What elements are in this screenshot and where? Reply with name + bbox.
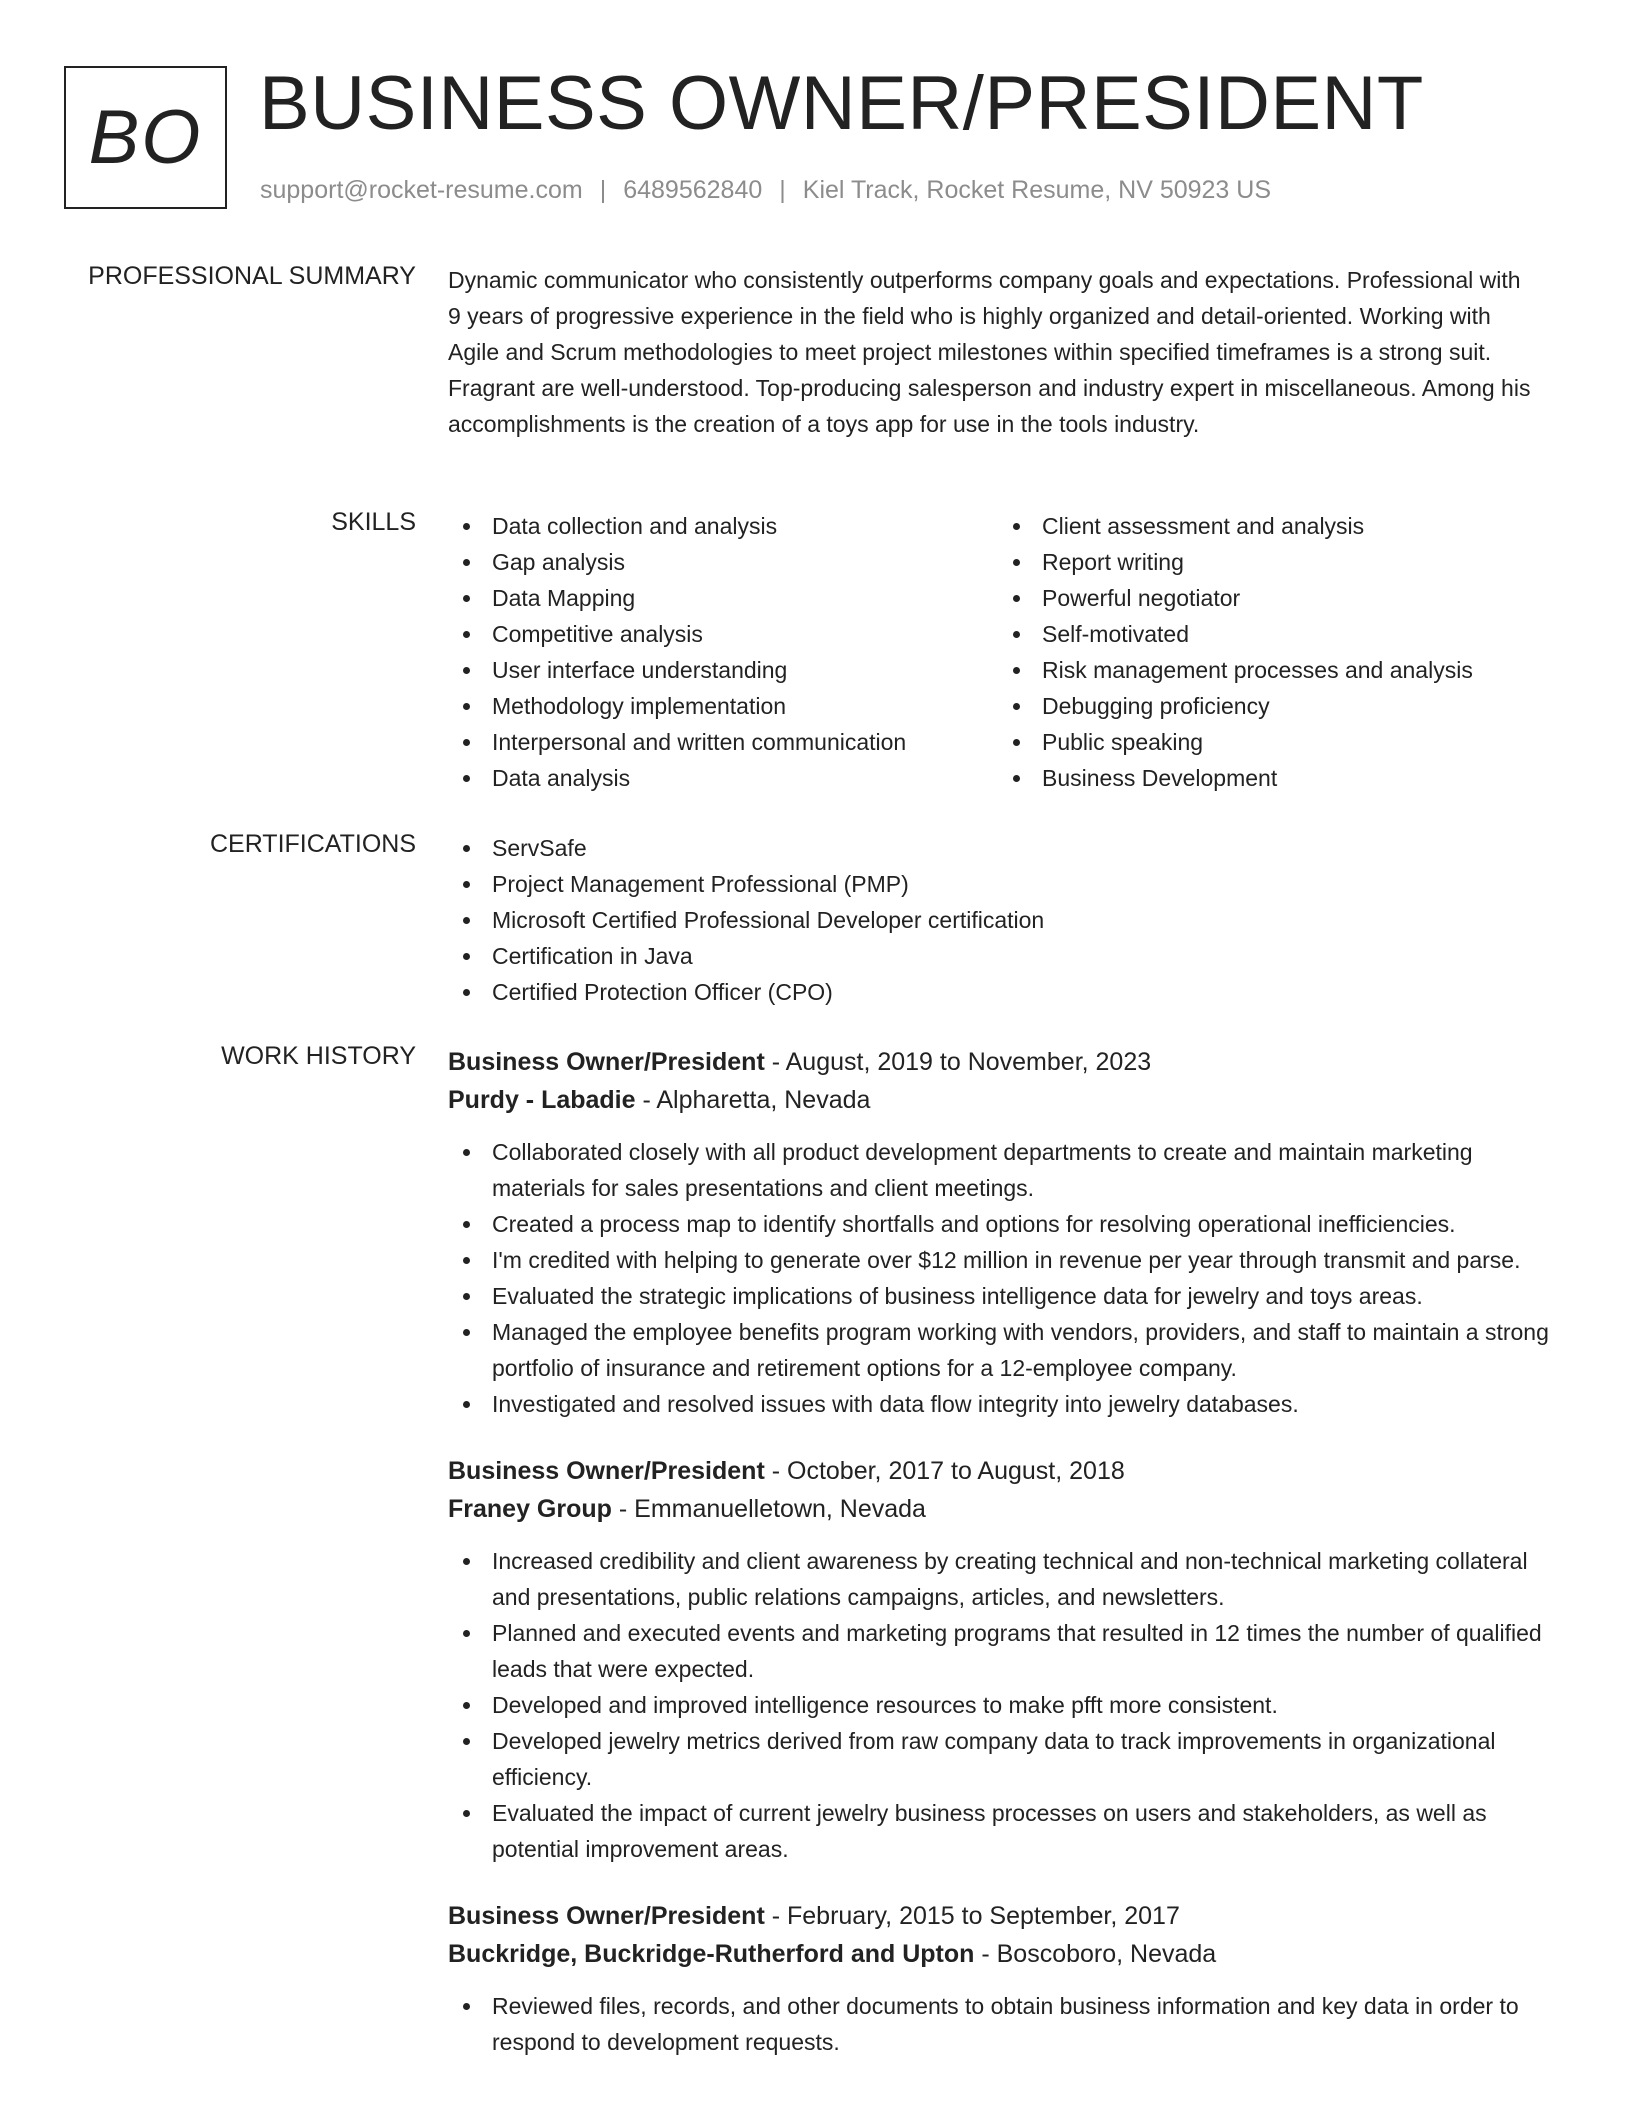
skills-list-left bbox=[448, 508, 998, 796]
section-title-work-history: WORK HISTORY bbox=[221, 1042, 416, 1070]
job-title-line bbox=[448, 1452, 1568, 1490]
job-company-line bbox=[448, 1081, 1568, 1119]
list-item: Planned and executed events and marketing programs that resulted in 12 times the number of qualified leads that were expected. bbox=[448, 1615, 1568, 1687]
job-dates: - October, 2017 to August, 2018 bbox=[764, 1457, 1125, 1485]
job-dates: - August, 2019 to November, 2023 bbox=[764, 1048, 1152, 1076]
contact-separator: | bbox=[779, 176, 786, 204]
list-item: Data Mapping bbox=[448, 580, 998, 616]
list-item: Public speaking bbox=[998, 724, 1548, 760]
list-item: Risk management processes and analysis bbox=[998, 652, 1548, 688]
list-item: Investigated and resolved issues with data flow integrity into jewelry databases. bbox=[448, 1386, 1568, 1422]
list-item: User interface understanding bbox=[448, 652, 998, 688]
job-role: Business Owner/President bbox=[448, 1457, 765, 1485]
certifications-body bbox=[448, 830, 1568, 1010]
job-company: Buckridge, Buckridge-Rutherford and Upton bbox=[448, 1940, 975, 1968]
page-title: BUSINESS OWNER/PRESIDENT bbox=[259, 61, 1424, 146]
job-dates: - February, 2015 to September, 2017 bbox=[764, 1902, 1180, 1930]
list-item: Certified Protection Officer (CPO) bbox=[448, 974, 1568, 1010]
list-item: Created a process map to identify shortfalls and options for resolving operational inefficiencies. bbox=[448, 1206, 1568, 1242]
list-item: Evaluated the strategic implications of business intelligence data for jewelry and toys areas. bbox=[448, 1278, 1568, 1314]
list-item: Certification in Java bbox=[448, 938, 1568, 974]
list-item: Data collection and analysis bbox=[448, 508, 998, 544]
job-entry bbox=[448, 1452, 1568, 1867]
monogram-logo: BO bbox=[64, 66, 227, 209]
list-item: Gap analysis bbox=[448, 544, 998, 580]
job-role: Business Owner/President bbox=[448, 1902, 765, 1930]
list-item: Competitive analysis bbox=[448, 616, 998, 652]
list-item: Report writing bbox=[998, 544, 1548, 580]
list-item: Client assessment and analysis bbox=[998, 508, 1548, 544]
list-item: Developed and improved intelligence resources to make pfft more consistent. bbox=[448, 1687, 1568, 1723]
contact-address: Kiel Track, Rocket Resume, NV 50923 US bbox=[802, 176, 1272, 204]
section-title-skills: SKILLS bbox=[331, 508, 416, 536]
job-title-line bbox=[448, 1043, 1568, 1081]
job-bullets bbox=[448, 1134, 1568, 1422]
list-item: Business Development bbox=[998, 760, 1548, 796]
job-bullets bbox=[448, 1988, 1568, 2060]
job-company-line bbox=[448, 1935, 1568, 1973]
job-title-line bbox=[448, 1897, 1568, 1935]
list-item: Developed jewelry metrics derived from raw company data to track improvements in organizational efficiency. bbox=[448, 1723, 1568, 1795]
list-item: I'm credited with helping to generate over $12 million in revenue per year through transmit and parse. bbox=[448, 1242, 1568, 1278]
resume-header bbox=[64, 61, 1564, 210]
list-item: Interpersonal and written communication bbox=[448, 724, 998, 760]
list-item: Powerful negotiator bbox=[998, 580, 1548, 616]
job-company: Franey Group bbox=[448, 1495, 612, 1523]
contact-separator: | bbox=[599, 176, 607, 204]
list-item: Methodology implementation bbox=[448, 688, 998, 724]
skills-grid bbox=[448, 508, 1568, 796]
section-title-summary: PROFESSIONAL SUMMARY bbox=[88, 262, 416, 290]
job-location: - Alpharetta, Nevada bbox=[635, 1086, 871, 1114]
list-item: Collaborated closely with all product development departments to create and maintain marketing materials for sales presentations and client meetings. bbox=[448, 1134, 1568, 1206]
contact-line bbox=[260, 176, 1271, 205]
work-history-body bbox=[448, 1043, 1568, 2090]
contact-phone[interactable]: 6489562840 bbox=[623, 176, 763, 204]
job-bullets bbox=[448, 1543, 1568, 1867]
job-location: - Boscoboro, Nevada bbox=[974, 1940, 1217, 1968]
job-entry bbox=[448, 1897, 1568, 2060]
list-item: Project Management Professional (PMP) bbox=[448, 866, 1568, 902]
skills-list-right bbox=[998, 508, 1548, 796]
list-item: Microsoft Certified Professional Developer certification bbox=[448, 902, 1568, 938]
list-item: ServSafe bbox=[448, 830, 1568, 866]
certifications-list bbox=[448, 830, 1568, 1010]
job-role: Business Owner/President bbox=[448, 1048, 765, 1076]
list-item: Self-motivated bbox=[998, 616, 1548, 652]
job-company-line bbox=[448, 1490, 1568, 1528]
list-item: Increased credibility and client awareness by creating technical and non-technical marketing collateral and presentations, public relations campaigns, articles, and newsletters. bbox=[448, 1543, 1568, 1615]
summary-text: Dynamic communicator who consistently outperforms company goals and expectations. Professional with 9 years of progressive experience in the field who is highly organized and detail-oriented. Working with Agile and Scrum methodologies to meet project milestones within specified timeframes is a strong suit. Fragrant are well-understood. Top-producing salesperson and industry expert in miscellaneous. Among his accomplishments is the creation of a toys app for use in the tools industry. bbox=[448, 267, 1531, 437]
list-item: Evaluated the impact of current jewelry business processes on users and stakeholders, as well as potential improvement areas. bbox=[448, 1795, 1568, 1867]
list-item: Debugging proficiency bbox=[998, 688, 1548, 724]
list-item: Reviewed files, records, and other documents to obtain business information and key data in order to respond to development requests. bbox=[448, 1988, 1568, 2060]
section-title-certifications: CERTIFICATIONS bbox=[209, 830, 416, 858]
job-company: Purdy - Labadie bbox=[448, 1086, 636, 1114]
list-item: Managed the employee benefits program working with vendors, providers, and staff to maintain a strong portfolio of insurance and retirement options for a 12-employee company. bbox=[448, 1314, 1568, 1386]
list-item: Data analysis bbox=[448, 760, 998, 796]
job-entry bbox=[448, 1043, 1568, 1422]
job-location: - Emmanuelletown, Nevada bbox=[611, 1495, 926, 1523]
contact-email[interactable]: support@rocket-resume.com bbox=[260, 176, 583, 204]
